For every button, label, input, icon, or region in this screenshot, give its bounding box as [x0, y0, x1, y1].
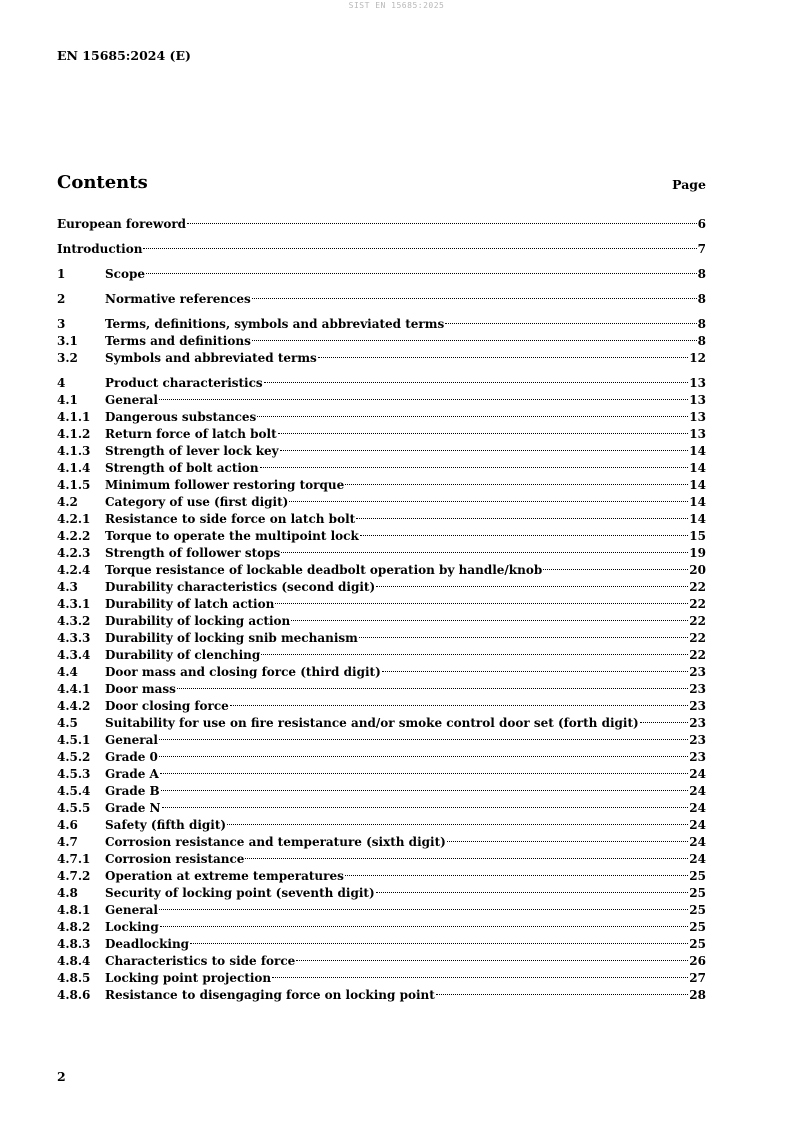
toc-entry-page[interactable]: 13	[689, 376, 706, 390]
toc-dot-leader	[160, 926, 689, 927]
toc-dot-leader	[260, 467, 689, 468]
toc-entry-title[interactable]: Durability of latch action	[105, 597, 275, 611]
toc-entry-number: 4.5.3	[57, 767, 91, 781]
toc-entry[interactable]	[57, 749, 706, 766]
toc-dot-leader	[159, 909, 688, 910]
toc-entry-page[interactable]: 24	[689, 852, 706, 866]
toc-entry-title[interactable]: Door mass	[105, 682, 176, 696]
toc-entry[interactable]	[57, 885, 706, 902]
toc-entry[interactable]	[57, 596, 706, 613]
toc-entry[interactable]	[57, 766, 706, 783]
toc-entry[interactable]	[57, 953, 706, 970]
toc-entry-number: 1	[57, 267, 66, 281]
toc-entry-number: 4.1.1	[57, 410, 91, 424]
toc-entry-page[interactable]: 25	[689, 886, 706, 900]
toc-entry-title[interactable]: Symbols and abbreviated terms	[105, 351, 317, 365]
toc-dot-leader	[318, 357, 688, 358]
toc-entry-title[interactable]: Corrosion resistance	[105, 852, 245, 866]
toc-entry-title[interactable]: General	[105, 393, 158, 407]
toc-entry[interactable]	[57, 681, 706, 698]
toc-entry[interactable]	[57, 545, 706, 562]
toc-entry-number: 3	[57, 317, 66, 331]
toc-entry-page[interactable]: 22	[689, 580, 706, 594]
toc-entry[interactable]	[57, 732, 706, 749]
toc-entry-title[interactable]: Introduction	[57, 242, 143, 256]
toc-entry-number: 4.5.4	[57, 784, 91, 798]
toc-dot-leader	[356, 518, 688, 519]
toc-entry[interactable]	[57, 350, 706, 367]
toc-entry-page[interactable]: 15	[689, 529, 706, 543]
toc-dot-leader	[436, 994, 688, 995]
toc-entry[interactable]	[57, 698, 706, 715]
toc-entry-title[interactable]: General	[105, 903, 158, 917]
toc-entry-page[interactable]: 20	[689, 563, 706, 577]
toc-entry-title[interactable]: Category of use (first digit)	[105, 495, 289, 509]
toc-dot-leader	[345, 484, 688, 485]
toc-dot-leader	[162, 807, 689, 808]
toc-entry-page[interactable]: 12	[689, 351, 706, 365]
toc-entry-page[interactable]: 22	[689, 648, 706, 662]
toc-dot-leader	[261, 654, 688, 655]
toc-entry[interactable]	[57, 834, 706, 851]
toc-entry-page[interactable]: 8	[697, 267, 706, 281]
toc-entry-title[interactable]: Door mass and closing force (third digit)	[105, 665, 381, 679]
toc-entry-number: 4.8.5	[57, 971, 91, 985]
toc-dot-leader	[190, 943, 688, 944]
toc-entry-title[interactable]: Durability of clenching	[105, 648, 261, 662]
toc-entry-title[interactable]: Product characteristics	[105, 376, 263, 390]
toc-entry-number: 4.1.3	[57, 444, 91, 458]
toc-entry-page[interactable]: 24	[689, 767, 706, 781]
toc-entry[interactable]	[57, 851, 706, 868]
toc-entry-number: 3.2	[57, 351, 78, 365]
toc-entry-page[interactable]: 14	[689, 444, 706, 458]
toc-entry[interactable]	[57, 443, 706, 460]
toc-entry-page[interactable]: 24	[689, 835, 706, 849]
toc-dot-leader	[159, 399, 688, 400]
toc-entry[interactable]	[57, 630, 706, 647]
toc-entry-page[interactable]: 23	[689, 699, 706, 713]
toc-entry[interactable]	[57, 817, 706, 834]
toc-entry-number: 4.1	[57, 393, 78, 407]
toc-dot-leader	[281, 552, 688, 553]
page-number: 2	[57, 1069, 66, 1084]
toc-entry-number: 4.5.2	[57, 750, 91, 764]
contents-title: Contents	[57, 172, 148, 193]
toc-entry-title[interactable]: Resistance to side force on latch bolt	[105, 512, 356, 526]
toc-entry-page[interactable]: 6	[697, 217, 706, 231]
toc-dot-leader	[160, 773, 688, 774]
toc-entry-title[interactable]: Locking	[105, 920, 159, 934]
toc-entry-title[interactable]: General	[105, 733, 158, 747]
toc-dot-leader	[345, 875, 688, 876]
toc-dot-leader	[252, 298, 697, 299]
toc-dot-leader	[376, 892, 689, 893]
toc-entry-title[interactable]: Characteristics to side force	[105, 954, 296, 968]
toc-entry-number: 4.2.3	[57, 546, 91, 560]
toc-entry-number: 4.8.4	[57, 954, 91, 968]
toc-entry-title[interactable]: Torque to operate the multipoint lock	[105, 529, 359, 543]
toc-entry-number: 4.1.5	[57, 478, 91, 492]
toc-entry[interactable]	[57, 291, 706, 308]
toc-entry-number: 4.6	[57, 818, 78, 832]
toc-entry-title[interactable]: Suitability for use on fire resistance and/or smoke control door set (forth digit)	[105, 716, 639, 730]
toc-entry-page[interactable]: 25	[689, 903, 706, 917]
toc-dot-leader	[177, 688, 688, 689]
toc-entry-page[interactable]: 13	[689, 427, 706, 441]
toc-entry-number: 4.7.2	[57, 869, 91, 883]
toc-entry-page[interactable]: 23	[689, 733, 706, 747]
toc-entry-number: 4.1.4	[57, 461, 91, 475]
toc-entry[interactable]	[57, 266, 706, 283]
toc-dot-leader	[272, 977, 688, 978]
toc-entry-number: 4.5.5	[57, 801, 91, 815]
toc-entry[interactable]	[57, 375, 706, 392]
toc-entry[interactable]	[57, 333, 706, 350]
toc-entry-number: 4.4.1	[57, 682, 91, 696]
toc-dot-leader	[159, 739, 688, 740]
toc-entry-title[interactable]: Grade A	[105, 767, 159, 781]
toc-entry[interactable]	[57, 562, 706, 579]
toc-dot-leader	[291, 620, 688, 621]
toc-entry-number: 4.2.1	[57, 512, 91, 526]
toc-entry-page[interactable]: 14	[689, 478, 706, 492]
toc-entry-number: 4.1.2	[57, 427, 91, 441]
toc-entry-title[interactable]: Locking point projection	[105, 971, 272, 985]
toc-entry-number: 4.2.4	[57, 563, 91, 577]
toc-entry[interactable]	[57, 647, 706, 664]
toc-entry[interactable]	[57, 970, 706, 987]
toc-entry[interactable]	[57, 613, 706, 630]
toc-dot-leader	[382, 671, 689, 672]
toc-entry[interactable]	[57, 511, 706, 528]
toc-entry-title[interactable]: Door closing force	[105, 699, 229, 713]
toc-entry-title[interactable]: Strength of bolt action	[105, 461, 259, 475]
toc-entry[interactable]	[57, 715, 706, 732]
document-id: EN 15685:2024 (E)	[57, 48, 191, 63]
toc-entry-page[interactable]: 7	[697, 242, 706, 256]
toc-entry-title[interactable]: Resistance to disengaging force on locking point	[105, 988, 435, 1002]
toc-entry-title[interactable]: Security of locking point (seventh digit)	[105, 886, 375, 900]
toc-entry-number: 4.3.2	[57, 614, 91, 628]
toc-entry[interactable]	[57, 477, 706, 494]
toc-entry-title[interactable]: Grade N	[105, 801, 161, 815]
toc-dot-leader	[289, 501, 688, 502]
toc-dot-leader	[359, 637, 688, 638]
toc-dot-leader	[445, 323, 696, 324]
toc-entry-page[interactable]: 23	[689, 682, 706, 696]
toc-entry[interactable]	[57, 936, 706, 953]
toc-entry-number: 4.5	[57, 716, 78, 730]
toc-entry-page[interactable]: 24	[689, 784, 706, 798]
toc-entry-title[interactable]: Terms and definitions	[105, 334, 251, 348]
toc-entry-page[interactable]: 24	[689, 801, 706, 815]
toc-entry-title[interactable]: European foreword	[57, 217, 187, 231]
toc-entry-page[interactable]: 26	[689, 954, 706, 968]
toc-dot-leader	[161, 790, 689, 791]
toc-entry-number: 2	[57, 292, 66, 306]
toc-entry-title[interactable]: Corrosion resistance and temperature (sixth digit)	[105, 835, 446, 849]
toc-entry[interactable]	[57, 868, 706, 885]
toc-entry[interactable]	[57, 783, 706, 800]
toc-entry-page[interactable]: 8	[697, 292, 706, 306]
toc-entry-number: 4.8.3	[57, 937, 91, 951]
toc-entry-number: 4.3	[57, 580, 78, 594]
toc-entry-page[interactable]: 22	[689, 614, 706, 628]
table-of-contents	[57, 216, 706, 1004]
toc-entry-number: 4.3.1	[57, 597, 91, 611]
toc-entry-number: 4	[57, 376, 66, 390]
toc-dot-leader	[275, 603, 688, 604]
toc-entry-number: 4.8	[57, 886, 78, 900]
toc-entry[interactable]	[57, 579, 706, 596]
toc-entry-number: 4.8.2	[57, 920, 91, 934]
contents-heading	[57, 172, 706, 196]
toc-entry-number: 4.7	[57, 835, 78, 849]
toc-entry-title[interactable]: Durability characteristics (second digit)	[105, 580, 376, 594]
toc-entry[interactable]	[57, 409, 706, 426]
toc-entry-number: 4.5.1	[57, 733, 91, 747]
toc-entry[interactable]	[57, 919, 706, 936]
toc-entry[interactable]	[57, 987, 706, 1004]
watermark: SIST EN 15685:2025	[348, 1, 445, 10]
toc-dot-leader	[159, 756, 688, 757]
toc-entry-title[interactable]: Torque resistance of lockable deadbolt operation by handle/knob	[105, 563, 543, 577]
toc-dot-leader	[257, 416, 688, 417]
toc-entry[interactable]	[57, 216, 706, 233]
toc-dot-leader	[187, 223, 697, 224]
page-column-label: Page	[672, 177, 706, 192]
toc-dot-leader	[296, 960, 688, 961]
toc-dot-leader	[543, 569, 688, 570]
toc-dot-leader	[360, 535, 689, 536]
toc-entry-number: 4.4	[57, 665, 78, 679]
toc-entry-title[interactable]: Durability of locking snib mechanism	[105, 631, 358, 645]
toc-entry-page[interactable]: 22	[689, 631, 706, 645]
toc-entry-page[interactable]: 28	[689, 988, 706, 1002]
toc-entry-page[interactable]: 23	[689, 750, 706, 764]
toc-entry-page[interactable]: 27	[689, 971, 706, 985]
toc-entry[interactable]	[57, 241, 706, 258]
toc-entry-title[interactable]: Operation at extreme temperatures	[105, 869, 344, 883]
toc-entry-title[interactable]: Dangerous substances	[105, 410, 257, 424]
toc-dot-leader	[264, 382, 689, 383]
toc-entry[interactable]	[57, 664, 706, 681]
toc-dot-leader	[376, 586, 688, 587]
toc-entry-number: 4.2	[57, 495, 78, 509]
toc-dot-leader	[146, 273, 697, 274]
toc-entry[interactable]	[57, 392, 706, 409]
toc-entry-page[interactable]: 14	[689, 512, 706, 526]
toc-entry[interactable]	[57, 460, 706, 477]
toc-entry[interactable]	[57, 902, 706, 919]
toc-entry-number: 4.7.1	[57, 852, 91, 866]
toc-dot-leader	[280, 450, 689, 451]
toc-entry-title[interactable]: Minimum follower restoring torque	[105, 478, 345, 492]
toc-entry-page[interactable]: 13	[689, 410, 706, 424]
toc-entry[interactable]	[57, 528, 706, 545]
toc-dot-leader	[245, 858, 688, 859]
toc-entry-number: 4.8.6	[57, 988, 91, 1002]
toc-entry-page[interactable]: 23	[689, 716, 706, 730]
toc-entry-page[interactable]: 14	[689, 495, 706, 509]
toc-entry-page[interactable]: 22	[689, 597, 706, 611]
toc-entry-title[interactable]: Terms, definitions, symbols and abbreviated terms	[105, 317, 445, 331]
toc-entry-title[interactable]: Scope	[105, 267, 146, 281]
toc-entry-title[interactable]: Safety (fifth digit)	[105, 818, 227, 832]
toc-entry-number: 4.8.1	[57, 903, 91, 917]
toc-entry-number: 4.3.3	[57, 631, 91, 645]
toc-dot-leader	[230, 705, 688, 706]
toc-entry-title[interactable]: Strength of lever lock key	[105, 444, 279, 458]
toc-entry[interactable]	[57, 316, 706, 333]
toc-entry-page[interactable]: 14	[689, 461, 706, 475]
toc-entry-number: 4.2.2	[57, 529, 91, 543]
toc-entry[interactable]	[57, 800, 706, 817]
toc-entry-page[interactable]: 25	[689, 869, 706, 883]
toc-entry-title[interactable]: Deadlocking	[105, 937, 190, 951]
toc-entry-title[interactable]: Grade 0	[105, 750, 158, 764]
toc-dot-leader	[227, 824, 688, 825]
toc-entry[interactable]	[57, 494, 706, 511]
toc-entry-number: 4.3.4	[57, 648, 91, 662]
toc-entry-number: 4.4.2	[57, 699, 91, 713]
toc-entry-title[interactable]: Return force of latch bolt	[105, 427, 277, 441]
toc-entry-page[interactable]: 8	[697, 334, 706, 348]
toc-dot-leader	[447, 841, 689, 842]
toc-entry-page[interactable]: 19	[689, 546, 706, 560]
toc-entry-page[interactable]: 24	[689, 818, 706, 832]
toc-entry-page[interactable]: 25	[689, 920, 706, 934]
toc-entry[interactable]	[57, 426, 706, 443]
toc-entry-page[interactable]: 23	[689, 665, 706, 679]
toc-entry-page[interactable]: 25	[689, 937, 706, 951]
toc-entry-title[interactable]: Grade B	[105, 784, 160, 798]
toc-entry-title[interactable]: Strength of follower stops	[105, 546, 281, 560]
toc-entry-page[interactable]: 13	[689, 393, 706, 407]
toc-entry-number: 3.1	[57, 334, 78, 348]
toc-dot-leader	[640, 722, 689, 723]
toc-entry-title[interactable]: Normative references	[105, 292, 251, 306]
toc-dot-leader	[143, 248, 696, 249]
toc-entry-page[interactable]: 8	[697, 317, 706, 331]
toc-dot-leader	[252, 340, 697, 341]
toc-entry-title[interactable]: Durability of locking action	[105, 614, 291, 628]
toc-dot-leader	[278, 433, 689, 434]
